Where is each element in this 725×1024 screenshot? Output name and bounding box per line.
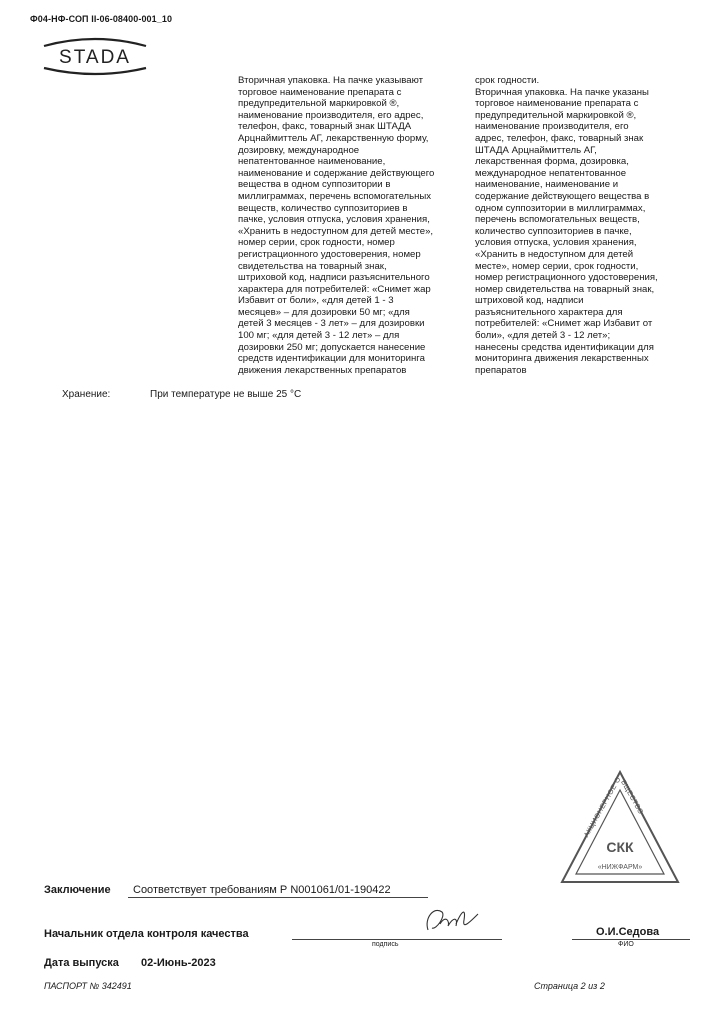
text-line: адрес, телефон, факс, товарный знак — [475, 132, 644, 144]
text-line: номер регистрационного удостоверения, — [475, 272, 658, 284]
text-line: Избавит от боли», «для детей 1 - 3 — [238, 295, 394, 307]
text-line: номер свидетельства на товарный знак, — [475, 283, 655, 295]
signature-caption: подпись — [372, 941, 399, 948]
right-column-text — [475, 75, 658, 376]
text-line: потребителей: «Снимет жар Избавит от — [475, 318, 653, 330]
position-label: Начальник отдела контроля качества — [44, 928, 249, 940]
text-line: регистрационного удостоверения, номер — [238, 248, 421, 260]
text-line: международное непатентованное — [475, 167, 627, 179]
conclusion-underline — [128, 897, 428, 898]
stamp-side-text: АКЦИОНЕРНОЕ ОБЩЕСТВО — [583, 775, 645, 839]
storage-label: Хранение: — [62, 389, 111, 400]
conclusion-label: Заключение — [44, 884, 111, 896]
text-line: условия отпуска, условия хранения, — [475, 237, 637, 249]
text-line: боли», «для детей 3 - 12 лет»; — [475, 330, 611, 342]
text-line: дозировку, международное — [238, 144, 360, 156]
text-line: штриховой код, надписи разъяснительного — [238, 272, 430, 284]
text-line: «Хранить в недоступном для детей — [475, 248, 634, 260]
stamp-bottom-text: «НИЖФАРМ» — [597, 864, 643, 871]
text-line: срок годности. — [475, 75, 540, 86]
text-line: содержание действующего вещества в — [475, 190, 650, 202]
text-line: движения лекарственных препаратов — [238, 364, 407, 376]
text-line: веществ, количество суппозиториев в — [238, 202, 408, 214]
passport-number: ПАСПОРТ № 342491 — [44, 981, 132, 991]
text-line: Вторичная упаковка. На пачке указывают — [238, 75, 424, 86]
issue-date-label: Дата выпуска — [44, 957, 119, 969]
text-line: дозировки 250 мг; допускается нанесение — [238, 341, 426, 353]
name-caption: ФИО — [618, 941, 634, 948]
text-line: «Хранить в недоступном для детей месте», — [238, 225, 434, 237]
text-line: предупредительной маркировкой ®, — [475, 109, 637, 121]
text-line: препаратов — [475, 364, 527, 376]
svg-text:АКЦИОНЕРНОЕ ОБЩЕСТВО — [583, 776, 644, 839]
company-stamp — [560, 768, 680, 886]
text-line: номер серии, срок годности, номер — [238, 237, 395, 249]
text-line: Арцнаймиттель АГ, лекарственную форму, — [238, 132, 429, 144]
text-line: торговое наименование препарата с — [238, 86, 402, 98]
text-line: средств идентификации для мониторинга — [238, 353, 425, 365]
signer-name: О.И.Седова — [596, 926, 660, 938]
text-line: месяцев» – для дозировки 50 мг; «для — [238, 306, 410, 318]
text-line: количество суппозиториев в пачке, — [475, 225, 632, 237]
text-line: наименование производителя, его — [475, 121, 629, 133]
text-line: Вторичная упаковка. На пачке указаны — [475, 86, 649, 98]
page-number: Страница 2 из 2 — [534, 981, 605, 991]
logo-text: STADA — [59, 47, 131, 68]
text-line: разъяснительного характера для — [475, 306, 623, 318]
text-line: 100 мг; «для детей 3 - 12 лет» – для — [238, 330, 400, 342]
text-line: перечень вспомогательных веществ, — [475, 214, 640, 226]
text-line: нанесены средства идентификации для — [475, 341, 654, 353]
text-line: детей 3 месяцев - 3 лет» – для дозировки — [238, 318, 425, 330]
text-line: наименование производителя, его адрес, — [238, 109, 424, 121]
document-code: Ф04-НФ-СОП II-06-08400-001_10 — [30, 14, 173, 24]
text-line: наименование, наименование и — [475, 179, 619, 191]
storage-value: При температуре не выше 25 °С — [150, 389, 302, 400]
signature-underline — [292, 939, 502, 940]
left-column-text — [238, 75, 434, 376]
stamp-center-text: СКК — [606, 839, 634, 855]
text-line: штриховой код, надписи — [475, 295, 584, 307]
text-line: одном суппозитории в миллиграммах, — [475, 202, 646, 214]
text-line: наименование и содержание действующего — [238, 167, 435, 179]
issue-date-value: 02-Июнь-2023 — [141, 957, 216, 969]
text-line: пачке, условия отпуска, условия хранения, — [238, 214, 430, 226]
text-line: характера для потребителей: «Снимет жар — [238, 283, 431, 295]
text-line: предупредительной маркировкой ®, — [238, 98, 400, 110]
text-line: лекарственная форма, дозировка, — [475, 156, 629, 168]
name-underline — [572, 939, 690, 940]
conclusion-value: Соответствует требованиям Р N001061/01-190422 — [133, 884, 391, 896]
text-line: торговое наименование препарата с — [475, 98, 639, 110]
text-line: мониторинга движения лекарственных — [475, 353, 649, 365]
stada-logo — [30, 30, 160, 80]
text-line: вещества в одном суппозитории в — [238, 179, 391, 191]
text-line: свидетельства на товарный знак, — [238, 260, 387, 272]
text-line: миллиграммах, перечень вспомогательных — [238, 190, 432, 202]
text-line: месте», номер серии, срок годности, — [475, 260, 639, 272]
handwritten-signature — [420, 900, 490, 940]
text-line: телефон, факс, товарный знак ШТАДА — [238, 121, 412, 133]
text-line: непатентованное наименование, — [238, 156, 386, 168]
text-line: ШТАДА Арцнаймиттель АГ, — [475, 144, 597, 156]
